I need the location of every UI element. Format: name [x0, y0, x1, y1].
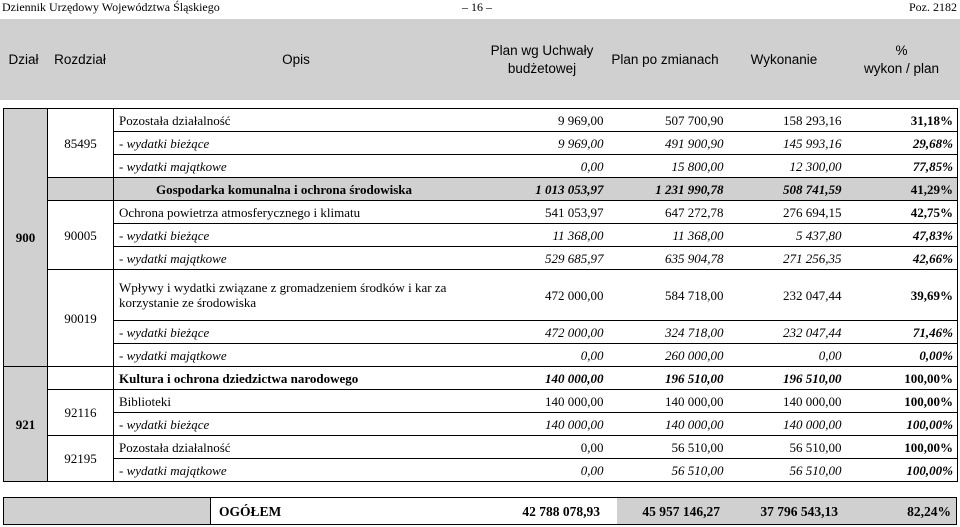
- wykonanie-cell: 158 293,16: [726, 109, 844, 132]
- header-procent-line2: wykon / plan: [863, 60, 940, 76]
- plan-cell: 0,00: [480, 344, 606, 367]
- table-row: [4, 270, 958, 321]
- journal-title: Dziennik Urzędowy Województwa Śląskiego: [2, 0, 220, 14]
- wykonanie-cell: 12 300,00: [726, 155, 844, 178]
- header-opis: Opis: [282, 51, 310, 67]
- table-row: [4, 201, 958, 224]
- zmiany-cell: 1 231 990,78: [606, 178, 726, 201]
- opis-cell: - wydatki bieżące: [114, 224, 480, 247]
- plan-cell: 0,00: [480, 155, 606, 178]
- plan-cell: 1 013 053,97: [480, 178, 606, 201]
- table-row: [4, 413, 958, 436]
- section-title: Gospodarka komunalna i ochrona środowiska: [114, 178, 480, 201]
- plan-cell: 472 000,00: [480, 270, 606, 321]
- header-plan-uchwaly-line2: budżetowej: [507, 60, 577, 76]
- wykonanie-cell: 140 000,00: [726, 413, 844, 436]
- zmiany-cell: 15 800,00: [606, 155, 726, 178]
- wykonanie-cell: 0,00: [726, 344, 844, 367]
- header-plan-uchwaly-line1: Plan wg Uchwały: [490, 42, 594, 58]
- plan-cell: 9 969,00: [480, 132, 606, 155]
- rozdzial-cell: 90019: [48, 270, 114, 367]
- zmiany-cell: 647 272,78: [606, 201, 726, 224]
- wykonanie-cell: 271 256,35: [726, 247, 844, 270]
- budget-table: [3, 108, 958, 482]
- total-label: OGÓŁEM: [219, 504, 282, 519]
- wykonanie-cell: 196 510,00: [726, 367, 844, 390]
- section-title: Kultura i ochrona dziedzictwa narodowego: [114, 367, 480, 390]
- plan-cell: 9 969,00: [480, 109, 606, 132]
- header-dzial: Dział: [8, 51, 39, 67]
- procent-cell: 41,29%: [844, 178, 958, 201]
- opis-cell: - wydatki majątkowe: [114, 344, 480, 367]
- zmiany-cell: 196 510,00: [606, 367, 726, 390]
- procent-cell: 100,00%: [844, 459, 958, 482]
- procent-cell: 39,69%: [844, 270, 958, 321]
- table-row: [4, 390, 958, 413]
- procent-cell: 31,18%: [844, 109, 958, 132]
- zmiany-cell: 56 510,00: [606, 459, 726, 482]
- zmiany-cell: 260 000,00: [606, 344, 726, 367]
- dzial-cell: 921: [4, 367, 48, 482]
- wykonanie-cell: 56 510,00: [726, 459, 844, 482]
- total-wykonanie: 37 796 543,13: [760, 504, 838, 519]
- procent-cell: 100,00%: [844, 436, 958, 459]
- wykonanie-cell: 232 047,44: [726, 321, 844, 344]
- section-row: [4, 367, 958, 390]
- wykonanie-cell: 276 694,15: [726, 201, 844, 224]
- header-procent: [843, 19, 960, 100]
- opis-cell: Pozostała działalność: [114, 436, 480, 459]
- zmiany-cell: 140 000,00: [606, 390, 726, 413]
- procent-cell: 42,66%: [844, 247, 958, 270]
- procent-cell: 42,75%: [844, 201, 958, 224]
- opis-cell: - wydatki bieżące: [114, 413, 480, 436]
- header-procent-line1: %: [895, 42, 908, 58]
- zmiany-cell: 324 718,00: [606, 321, 726, 344]
- page-number: – 16 –: [462, 0, 492, 14]
- opis-cell: Pozostała działalność: [114, 109, 480, 132]
- plan-cell: 140 000,00: [480, 390, 606, 413]
- plan-cell: 472 000,00: [480, 321, 606, 344]
- plan-cell: 529 685,97: [480, 247, 606, 270]
- procent-cell: 0,00%: [844, 344, 958, 367]
- header-wykonanie: Wykonanie: [750, 51, 818, 67]
- procent-cell: 100,00%: [844, 367, 958, 390]
- table-row: [4, 224, 958, 247]
- plan-cell: 11 368,00: [480, 224, 606, 247]
- plan-cell: 140 000,00: [480, 413, 606, 436]
- zmiany-cell: 140 000,00: [606, 413, 726, 436]
- total-row: [3, 497, 957, 525]
- table-row: [4, 459, 958, 482]
- plan-cell: 541 053,97: [480, 201, 606, 224]
- section-spacer: [48, 178, 114, 201]
- wykonanie-cell: 56 510,00: [726, 436, 844, 459]
- table-row: [4, 344, 958, 367]
- rozdzial-cell: 90005: [48, 201, 114, 270]
- zmiany-cell: 584 718,00: [606, 270, 726, 321]
- opis-cell: Biblioteki: [114, 390, 480, 413]
- dzial-cell: 900: [4, 109, 48, 367]
- rozdzial-cell: 92116: [48, 390, 114, 436]
- plan-cell: 0,00: [480, 459, 606, 482]
- zmiany-cell: 635 904,78: [606, 247, 726, 270]
- procent-cell: 100,00%: [844, 390, 958, 413]
- total-procent: 82,24%: [907, 504, 951, 519]
- table-row: [4, 247, 958, 270]
- wykonanie-cell: 140 000,00: [726, 390, 844, 413]
- table-row: [4, 321, 958, 344]
- total-zmiany: 45 957 146,27: [642, 504, 720, 519]
- section-spacer: [48, 367, 114, 390]
- table-header: [0, 19, 960, 100]
- rozdzial-cell: 92195: [48, 436, 114, 482]
- wykonanie-cell: 145 993,16: [726, 132, 844, 155]
- header-plan-uchwaly: [479, 19, 605, 100]
- page-header: [0, 0, 960, 14]
- zmiany-cell: 507 700,90: [606, 109, 726, 132]
- header-rozdzial: Rozdział: [54, 51, 106, 67]
- plan-cell: 0,00: [480, 436, 606, 459]
- section-row: [4, 178, 958, 201]
- zmiany-cell: 491 900,90: [606, 132, 726, 155]
- opis-cell: Wpływy i wydatki związane z gromadzeniem środków i kar za korzystanie ze środowiska: [114, 270, 480, 321]
- zmiany-cell: 56 510,00: [606, 436, 726, 459]
- opis-cell: - wydatki majątkowe: [114, 459, 480, 482]
- opis-cell: - wydatki majątkowe: [114, 247, 480, 270]
- table-row: [4, 436, 958, 459]
- opis-cell: - wydatki bieżące: [114, 321, 480, 344]
- table-row: [4, 132, 958, 155]
- wykonanie-cell: 232 047,44: [726, 270, 844, 321]
- position-number: Poz. 2182: [909, 0, 957, 14]
- procent-cell: 77,85%: [844, 155, 958, 178]
- plan-cell: 140 000,00: [480, 367, 606, 390]
- rozdzial-cell: 85495: [48, 109, 114, 178]
- wykonanie-cell: 508 741,59: [726, 178, 844, 201]
- procent-cell: 47,83%: [844, 224, 958, 247]
- table-row: [4, 155, 958, 178]
- zmiany-cell: 11 368,00: [606, 224, 726, 247]
- wykonanie-cell: 5 437,80: [726, 224, 844, 247]
- opis-cell: - wydatki majątkowe: [114, 155, 480, 178]
- procent-cell: 29,68%: [844, 132, 958, 155]
- procent-cell: 100,00%: [844, 413, 958, 436]
- total-plan: 42 788 078,93: [522, 504, 600, 519]
- table-row: [4, 109, 958, 132]
- opis-cell: - wydatki bieżące: [114, 132, 480, 155]
- opis-cell: Ochrona powietrza atmosferycznego i klimatu: [114, 201, 480, 224]
- procent-cell: 71,46%: [844, 321, 958, 344]
- header-plan-po-zmianach: Plan po zmianach: [611, 51, 719, 67]
